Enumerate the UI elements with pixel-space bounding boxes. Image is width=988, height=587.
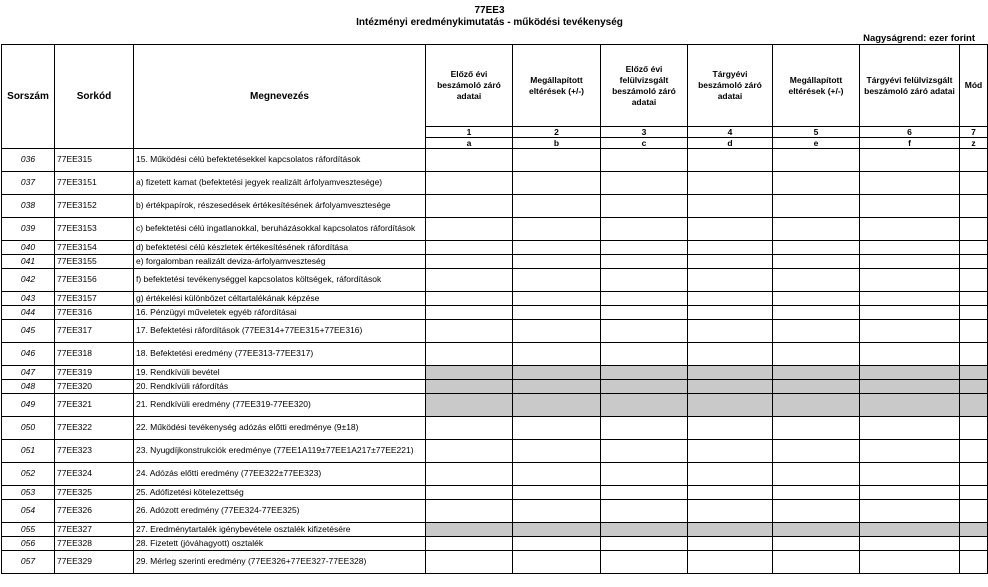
form-code: 77EE3 [474,5,505,16]
value-cell [601,394,688,417]
table-row [2,500,988,523]
row-sorszam: 044 [2,306,55,320]
value-cell[interactable] [773,172,860,195]
value-cell[interactable] [601,463,688,486]
col-number: 5 [773,127,860,138]
row-sorszam: 051 [2,440,55,463]
value-cell[interactable] [513,241,601,255]
row-name: b) értékpapírok, részesedések értékesítésének árfolyamvesztesége [134,195,426,218]
report-table [1,44,988,574]
value-cell[interactable] [773,149,860,172]
row-sorkod: 77EE3154 [55,241,134,255]
row-name: 22. Működési tevékenység adózás előtti eredménye (9±18) [134,417,426,440]
value-cell[interactable] [426,172,513,195]
header-sorszam: Sorszám [2,45,55,149]
header-col-7: Mód [960,45,988,127]
row-sorszam: 055 [2,523,55,537]
value-cell[interactable] [773,486,860,500]
value-cell[interactable] [960,500,988,523]
value-cell[interactable] [860,218,960,241]
row-sorkod: 77EE326 [55,500,134,523]
value-cell[interactable] [773,195,860,218]
value-cell[interactable] [688,218,773,241]
row-sorkod: 77EE3151 [55,172,134,195]
value-cell [688,366,773,380]
value-cell[interactable] [960,195,988,218]
value-cell[interactable] [513,463,601,486]
row-sorkod: 77EE327 [55,523,134,537]
value-cell [773,523,860,537]
row-sorszam: 054 [2,500,55,523]
col-letter: a [426,138,513,149]
value-cell[interactable] [773,269,860,292]
row-sorszam: 038 [2,195,55,218]
value-cell [426,394,513,417]
value-cell[interactable] [688,241,773,255]
value-cell[interactable] [688,255,773,269]
row-name: 24. Adózás előtti eredmény (77EE322±77EE323) [134,463,426,486]
value-cell[interactable] [513,269,601,292]
value-cell[interactable] [960,172,988,195]
value-cell[interactable] [773,306,860,320]
row-sorszam: 047 [2,366,55,380]
row-name: d) befektetési célú készletek értékesítésének ráfordítása [134,241,426,255]
value-cell [513,366,601,380]
value-cell[interactable] [513,320,601,343]
value-cell[interactable] [513,292,601,306]
value-cell[interactable] [426,218,513,241]
value-cell[interactable] [601,149,688,172]
row-sorszam: 043 [2,292,55,306]
value-cell[interactable] [426,440,513,463]
value-cell[interactable] [601,440,688,463]
value-cell[interactable] [773,320,860,343]
row-name: 16. Pénzügyi műveletek egyéb ráfordításai [134,306,426,320]
row-sorkod: 77EE3153 [55,218,134,241]
value-cell[interactable] [773,255,860,269]
value-cell[interactable] [601,241,688,255]
value-cell[interactable] [773,440,860,463]
header-sorkod: Sorkód [55,45,134,149]
value-cell[interactable] [513,500,601,523]
row-sorkod: 77EE318 [55,343,134,366]
row-sorszam: 053 [2,486,55,500]
value-cell[interactable] [601,195,688,218]
row-sorkod: 77EE316 [55,306,134,320]
header-col-6: Tárgyévi felülvizsgált beszámoló záró adatai [860,45,960,127]
value-cell[interactable] [688,537,773,551]
value-cell[interactable] [601,500,688,523]
value-cell[interactable] [513,551,601,574]
row-name: 25. Adófizetési kötelezettség [134,486,426,500]
table-row [2,537,988,551]
row-sorszam: 037 [2,172,55,195]
row-sorkod: 77EE319 [55,366,134,380]
value-cell [860,394,960,417]
row-name: 20. Rendkívüli ráfordítás [134,380,426,394]
value-cell[interactable] [860,149,960,172]
value-cell[interactable] [860,292,960,306]
row-sorkod: 77EE323 [55,440,134,463]
table-row [2,218,988,241]
value-cell[interactable] [773,292,860,306]
value-cell[interactable] [860,306,960,320]
value-cell[interactable] [426,269,513,292]
value-cell[interactable] [860,537,960,551]
row-sorkod: 77EE321 [55,394,134,417]
table-row [2,463,988,486]
row-name: 28. Fizetett (jóváhagyott) osztalék [134,537,426,551]
header-megnevezes: Megnevezés [134,45,426,149]
row-sorszam: 042 [2,269,55,292]
value-cell[interactable] [688,195,773,218]
value-cell[interactable] [773,343,860,366]
table-row [2,320,988,343]
value-cell[interactable] [688,551,773,574]
value-cell [773,394,860,417]
value-cell[interactable] [860,269,960,292]
value-cell[interactable] [860,440,960,463]
value-cell [688,394,773,417]
header-col-3: Előző évi felülvizsgált beszámoló záró adatai [601,45,688,127]
value-cell[interactable] [860,172,960,195]
header-col-2: Megállapított eltérések (+/-) [513,45,601,127]
value-cell[interactable] [513,149,601,172]
row-sorszam: 056 [2,537,55,551]
row-sorkod: 77EE325 [55,486,134,500]
row-sorszam: 040 [2,241,55,255]
value-cell[interactable] [601,269,688,292]
value-cell [960,366,988,380]
row-sorkod: 77EE328 [55,537,134,551]
col-letter: b [513,138,601,149]
value-cell[interactable] [860,417,960,440]
value-cell [960,523,988,537]
value-cell[interactable] [426,320,513,343]
row-sorkod: 77EE3152 [55,195,134,218]
value-cell [773,380,860,394]
table-row [2,394,988,417]
value-cell[interactable] [960,440,988,463]
value-cell [426,366,513,380]
row-sorkod: 77EE324 [55,463,134,486]
value-cell[interactable] [426,537,513,551]
value-cell[interactable] [688,306,773,320]
value-cell[interactable] [773,463,860,486]
row-name: a) fizetett kamat (befektetési jegyek realizált árfolyamvesztesége) [134,172,426,195]
value-cell[interactable] [601,320,688,343]
value-cell[interactable] [773,551,860,574]
row-name: 17. Befektetési ráfordítások (77EE314+77EE315+77EE316) [134,320,426,343]
value-cell[interactable] [960,255,988,269]
col-letter: z [960,138,988,149]
value-cell[interactable] [960,320,988,343]
table-row [2,523,988,537]
row-sorkod: 77EE329 [55,551,134,574]
col-number: 4 [688,127,773,138]
value-cell[interactable] [688,417,773,440]
value-cell[interactable] [601,306,688,320]
value-cell[interactable] [601,172,688,195]
row-name: g) értékelési különbözet céltartalékának képzése [134,292,426,306]
value-cell [513,380,601,394]
col-number: 7 [960,127,988,138]
value-cell [773,366,860,380]
value-cell[interactable] [688,292,773,306]
table-row [2,417,988,440]
value-cell[interactable] [688,320,773,343]
row-sorkod: 77EE317 [55,320,134,343]
header-col-1: Előző évi beszámoló záró adatai [426,45,513,127]
value-cell[interactable] [860,241,960,255]
value-cell[interactable] [513,486,601,500]
table-row [2,486,988,500]
value-cell [688,380,773,394]
value-cell[interactable] [960,306,988,320]
row-name: 23. Nyugdíjkonstrukciók eredménye (77EE1A119±77EE1A217±77EE221) [134,440,426,463]
value-cell[interactable] [860,500,960,523]
value-cell[interactable] [688,500,773,523]
value-cell[interactable] [773,218,860,241]
unit-label: Nagyságrend: ezer forint [863,33,975,44]
value-cell [426,380,513,394]
row-sorkod: 77EE3157 [55,292,134,306]
table-row [2,343,988,366]
row-sorszam: 049 [2,394,55,417]
col-letter: e [773,138,860,149]
row-sorszam: 057 [2,551,55,574]
table-row [2,172,988,195]
value-cell[interactable] [773,417,860,440]
table-row [2,306,988,320]
value-cell[interactable] [960,486,988,500]
table-row [2,255,988,269]
row-name: e) forgalomban realizált deviza-árfolyamveszteség [134,255,426,269]
value-cell[interactable] [426,241,513,255]
value-cell[interactable] [513,195,601,218]
value-cell [601,523,688,537]
value-cell[interactable] [426,417,513,440]
table-row [2,241,988,255]
col-number: 2 [513,127,601,138]
value-cell[interactable] [601,255,688,269]
value-cell[interactable] [960,343,988,366]
value-cell[interactable] [960,537,988,551]
value-cell[interactable] [426,463,513,486]
value-cell[interactable] [688,149,773,172]
value-cell[interactable] [601,417,688,440]
value-cell[interactable] [960,149,988,172]
value-cell[interactable] [601,551,688,574]
value-cell[interactable] [426,292,513,306]
value-cell [688,523,773,537]
value-cell[interactable] [860,343,960,366]
value-cell[interactable] [426,255,513,269]
col-number: 3 [601,127,688,138]
page-title: Intézményi eredménykimutatás - működési tevékenység [356,17,623,28]
row-name: 15. Működési célú befektetésekkel kapcsolatos ráfordítások [134,149,426,172]
value-cell [960,394,988,417]
col-letter: c [601,138,688,149]
row-sorszam: 050 [2,417,55,440]
value-cell[interactable] [960,218,988,241]
value-cell[interactable] [688,486,773,500]
header-col-5: Megállapított eltérések (+/-) [773,45,860,127]
header-col-4: Tárgyévi beszámoló záró adatai [688,45,773,127]
value-cell[interactable] [601,537,688,551]
row-sorszam: 045 [2,320,55,343]
row-name: 21. Rendkívüli eredmény (77EE319-77EE320) [134,394,426,417]
row-sorkod: 77EE3155 [55,255,134,269]
row-name: 27. Eredménytartalék igénybevétele osztalék kifizetésére [134,523,426,537]
value-cell [601,366,688,380]
value-cell[interactable] [601,343,688,366]
row-name: c) befektetési célú ingatlanokkal, beruházásokkal kapcsolatos ráfordítások [134,218,426,241]
value-cell[interactable] [688,269,773,292]
table-row [2,551,988,574]
value-cell [513,523,601,537]
value-cell[interactable] [960,463,988,486]
row-sorkod: 77EE320 [55,380,134,394]
value-cell[interactable] [513,417,601,440]
value-cell [860,380,960,394]
value-cell[interactable] [513,343,601,366]
value-cell[interactable] [601,486,688,500]
value-cell[interactable] [860,255,960,269]
value-cell[interactable] [688,440,773,463]
value-cell[interactable] [426,306,513,320]
row-sorszam: 041 [2,255,55,269]
col-number: 6 [860,127,960,138]
value-cell[interactable] [960,269,988,292]
value-cell [513,394,601,417]
row-sorszam: 048 [2,380,55,394]
value-cell[interactable] [860,320,960,343]
row-name: 26. Adózott eredmény (77EE324-77EE325) [134,500,426,523]
value-cell[interactable] [426,149,513,172]
value-cell[interactable] [860,551,960,574]
table-row [2,269,988,292]
value-cell[interactable] [426,486,513,500]
value-cell [860,366,960,380]
row-sorszam: 036 [2,149,55,172]
value-cell[interactable] [513,306,601,320]
col-number: 1 [426,127,513,138]
value-cell[interactable] [513,218,601,241]
value-cell[interactable] [860,195,960,218]
value-cell[interactable] [960,551,988,574]
value-cell[interactable] [688,172,773,195]
table-row [2,440,988,463]
value-cell[interactable] [860,486,960,500]
value-cell[interactable] [426,500,513,523]
table-row [2,149,988,172]
value-cell[interactable] [773,241,860,255]
value-cell[interactable] [601,292,688,306]
value-cell[interactable] [688,343,773,366]
value-cell[interactable] [773,500,860,523]
row-sorkod: 77EE322 [55,417,134,440]
value-cell [960,380,988,394]
value-cell[interactable] [513,537,601,551]
value-cell[interactable] [860,463,960,486]
row-name: 19. Rendkívüli bevétel [134,366,426,380]
row-sorkod: 77EE315 [55,149,134,172]
table-row [2,292,988,306]
value-cell[interactable] [601,218,688,241]
row-name: 18. Befektetési eredmény (77EE313-77EE317) [134,343,426,366]
col-letter: d [688,138,773,149]
table-row [2,195,988,218]
value-cell[interactable] [426,551,513,574]
value-cell [860,523,960,537]
value-cell[interactable] [960,417,988,440]
value-cell[interactable] [513,440,601,463]
table-row [2,366,988,380]
row-sorszam: 039 [2,218,55,241]
value-cell[interactable] [960,241,988,255]
table-row [2,380,988,394]
value-cell [601,380,688,394]
row-sorszam: 052 [2,463,55,486]
value-cell[interactable] [773,537,860,551]
row-sorkod: 77EE3156 [55,269,134,292]
value-cell[interactable] [513,255,601,269]
value-cell[interactable] [426,195,513,218]
value-cell[interactable] [513,172,601,195]
row-sorszam: 046 [2,343,55,366]
col-letter: f [860,138,960,149]
value-cell[interactable] [426,343,513,366]
value-cell [426,523,513,537]
value-cell[interactable] [960,292,988,306]
row-name: 29. Mérleg szerinti eredmény (77EE326+77EE327-77EE328) [134,551,426,574]
row-name: f) befektetési tevékenységgel kapcsolatos költségek, ráfordítások [134,269,426,292]
value-cell[interactable] [688,463,773,486]
